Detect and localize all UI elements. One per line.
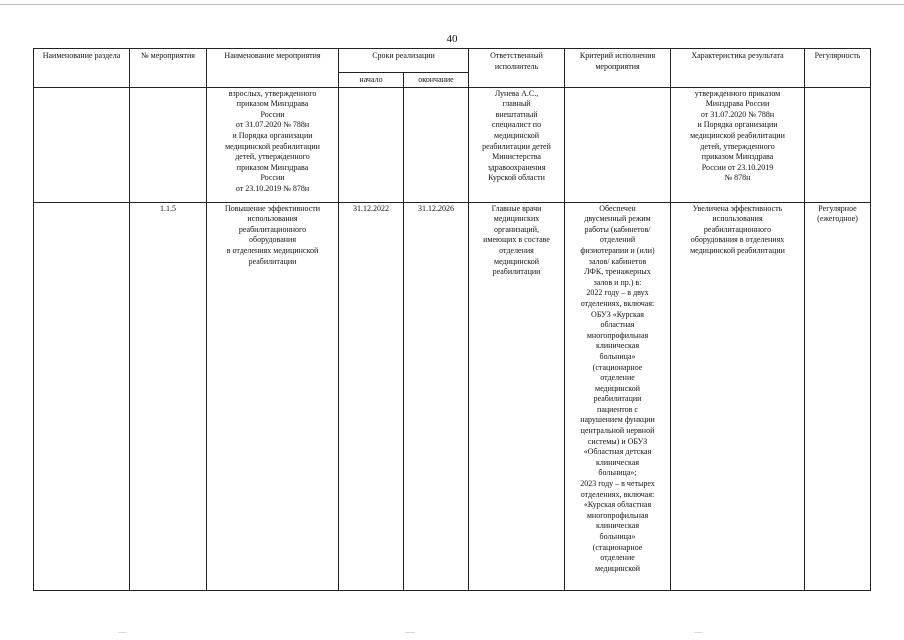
cell-text-line: Минздрава России (705, 99, 770, 109)
header-regularity: Регулярность (805, 49, 871, 88)
cell-text-line: реабилитации детей (482, 141, 551, 151)
cell-text-line: больница»; (598, 468, 637, 478)
cell-text-line: ЛФК, тренажерных (584, 267, 651, 277)
cell-text-line: медицинской реабилитации (225, 141, 320, 151)
cell-text-line: медицинской реабилитации (690, 130, 785, 140)
cell-text-line: «Курская областная (583, 500, 652, 510)
cell-text-line: отделениях, включая: (580, 298, 655, 308)
cell-text-line: больница» (599, 351, 636, 361)
cell-text-line: отделение (600, 373, 635, 383)
start-date-cell (339, 87, 404, 202)
cell-text-line: реабилитационного (703, 224, 772, 234)
cell-text-line: Лунева А.С., (494, 88, 539, 98)
cell-text-line: взрослых, утвержденного (228, 88, 317, 98)
cell-text-line: реабилитации (248, 256, 297, 266)
event-number-cell: 1.1.5 (130, 202, 207, 590)
start-date-cell: 31.12.2022 (339, 202, 404, 590)
cell-text-line: России (260, 173, 285, 183)
scan-artifact (694, 632, 702, 633)
header-start: начало (339, 73, 404, 88)
cell-text-line: системы) и ОБУЗ (587, 436, 648, 446)
event-name-cell (207, 202, 339, 590)
regularity-cell (805, 202, 871, 590)
table-row (34, 87, 871, 202)
cell-text-line: Министерства (492, 152, 541, 162)
header-event-name: Наименование мероприятия (207, 49, 339, 88)
cell-text-line: (стационарное (592, 362, 643, 372)
end-date-cell: 31.12.2026 (404, 202, 469, 590)
cell-text-line: Главные врачи (491, 203, 542, 213)
header-event-number: № мероприятия (130, 49, 207, 88)
table-header-row (34, 49, 871, 73)
scan-artifact (118, 632, 126, 633)
cell-text-line: имеющих в составе (483, 235, 550, 245)
action-plan-table (33, 48, 871, 591)
cell-text-line: специалист по (491, 120, 542, 130)
cell-text-line: в отделениях медицинской (226, 245, 319, 255)
cell-text-line: ОБУЗ «Курская (591, 309, 644, 319)
top-border-line (0, 4, 904, 5)
cell-text-line: и Порядка организации (232, 130, 313, 140)
cell-text-line: залов и пр.) в: (593, 277, 642, 287)
cell-text-line: (ежегодное) (817, 214, 858, 224)
page-number: 40 (446, 33, 458, 45)
end-date-cell (404, 87, 469, 202)
regularity-cell (805, 87, 871, 202)
cell-text-line: и Порядка организации (697, 120, 778, 130)
responsible-cell (469, 87, 565, 202)
cell-text-line: приказом Минздрава (701, 152, 774, 162)
cell-text-line: использования (247, 214, 298, 224)
cell-text-line: Увеличена эффективность (692, 203, 783, 213)
cell-text-line: оборудования в отделениях (690, 235, 785, 245)
scan-artifact (405, 632, 415, 633)
cell-text-line: использования (712, 214, 763, 224)
header-responsible: Ответственный исполнитель (469, 49, 565, 88)
cell-text-line: медицинской (595, 383, 641, 393)
cell-text-line: приказом Минздрава (236, 162, 309, 172)
cell-text-line: пациентов с (597, 404, 638, 414)
cell-text-line: 2022 году – в двух (586, 288, 649, 298)
cell-text-line: центральной нервной (580, 426, 655, 436)
cell-text-line: главный (502, 99, 531, 109)
cell-text-line: клиническая (595, 457, 640, 467)
cell-text-line: отделения (499, 245, 534, 255)
responsible-cell (469, 202, 565, 590)
criterion-cell (565, 202, 671, 590)
cell-text-line: реабилитационного (238, 224, 307, 234)
cell-text-line: областная (600, 320, 635, 330)
cell-text-line: внештатный (495, 109, 538, 119)
cell-text-line: Повышение эффективности (224, 203, 321, 213)
cell-text-line: детей, утвержденного (235, 152, 310, 162)
cell-text-line: детей, утвержденного (700, 141, 775, 151)
cell-text-line: России (260, 109, 285, 119)
cell-text-line: отделениях, включая: (580, 489, 655, 499)
section-cell (34, 87, 130, 202)
cell-text-line: нарушением функции (580, 415, 655, 425)
cell-text-line: Регулярное (818, 203, 857, 213)
cell-text-line: приказом Минздрава (236, 99, 309, 109)
cell-text-line: медицинских (493, 214, 540, 224)
cell-text-line: многопрофильная (586, 330, 649, 340)
header-criterion: Критерий исполнения мероприятия (565, 49, 671, 88)
cell-text-line: реабилитации (492, 267, 541, 277)
event-number-cell (130, 87, 207, 202)
cell-text-line: залов/ кабинетов (588, 256, 647, 266)
cell-text-line: оборудования (249, 235, 296, 245)
result-cell (671, 87, 805, 202)
cell-text-line: работы (кабинетов/ (584, 224, 651, 234)
cell-text-line: от 31.07.2020 № 788н (235, 120, 310, 130)
cell-text-line: Курской области (488, 173, 545, 183)
cell-text-line: Обеспечен (599, 203, 636, 213)
cell-text-line: медицинской (494, 256, 540, 266)
cell-text-line: отделение (600, 553, 635, 563)
cell-text-line: отделений (599, 235, 636, 245)
cell-text-line: от 31.07.2020 № 788н (700, 109, 775, 119)
event-name-cell (207, 87, 339, 202)
cell-text-line: медицинской реабилитации (690, 245, 785, 255)
cell-text-line: № 878н (724, 173, 751, 183)
section-cell (34, 202, 130, 590)
cell-text-line: (стационарное (592, 542, 643, 552)
cell-text-line: «Областная детская (583, 447, 652, 457)
cell-text-line: медицинской (494, 130, 540, 140)
cell-text-line: клиническая (595, 341, 640, 351)
cell-text-line: многопрофильная (586, 510, 649, 520)
cell-text-line: 2023 году – в четырех (580, 479, 655, 489)
table-row (34, 202, 871, 590)
header-result: Характеристика результата (671, 49, 805, 88)
cell-text-line: двусменный режим (584, 214, 651, 224)
header-end: окончание (404, 73, 469, 88)
criterion-cell (565, 87, 671, 202)
cell-text-line: организаций, (494, 224, 539, 234)
cell-text-line: медицинской (595, 563, 641, 573)
header-deadlines: Сроки реализации (339, 49, 469, 73)
header-section-name: Наименование раздела (34, 49, 130, 88)
cell-text-line: утвержденного приказом (694, 88, 781, 98)
cell-text-line: реабилитации (593, 394, 642, 404)
cell-text-line: физиотерапии и (или) (580, 245, 655, 255)
cell-text-line: больница» (599, 532, 636, 541)
result-cell (671, 202, 805, 590)
cell-text-line: клиническая (595, 521, 640, 531)
cell-text-line: здравоохранения (487, 162, 546, 172)
cell-text-line: от 23.10.2019 № 878н (235, 183, 310, 193)
cell-text-line: России от 23.10.2019 (701, 162, 774, 172)
